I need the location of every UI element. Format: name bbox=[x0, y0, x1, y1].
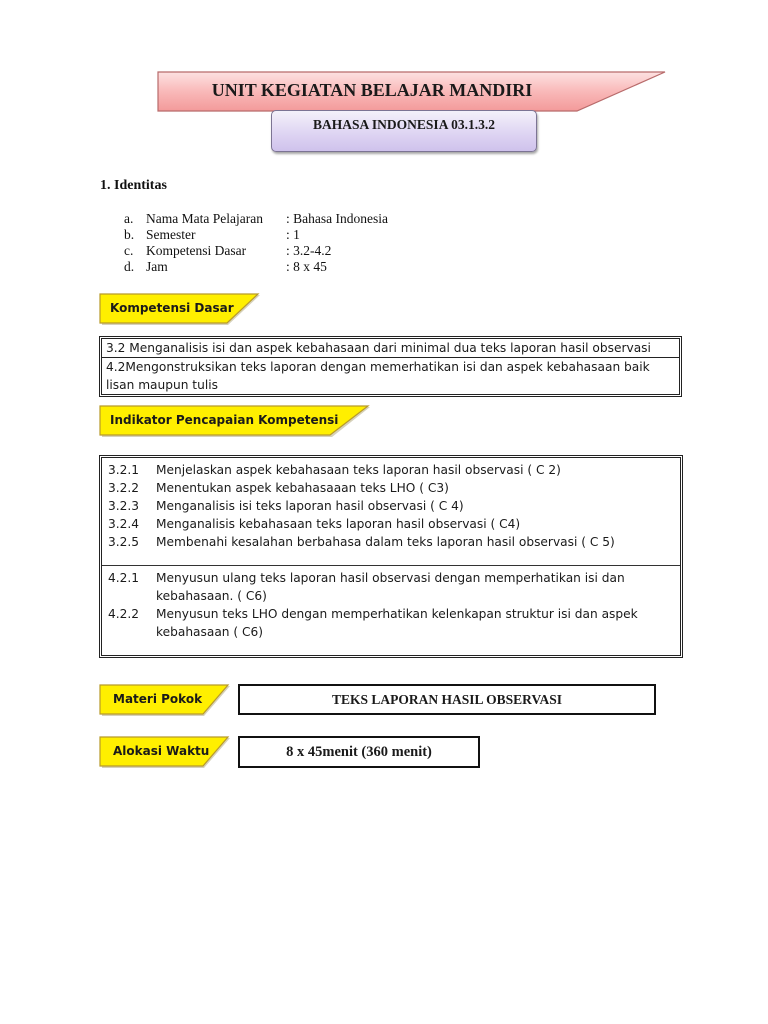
indikator-row bbox=[108, 515, 674, 533]
indikator-text: Menjelaskan aspek kebahasaan teks laporan hasil observasi ( C 2) bbox=[156, 463, 561, 477]
indikator-row bbox=[108, 533, 674, 551]
item-letter: d. bbox=[124, 259, 135, 274]
kompetensi-dasar-tag bbox=[99, 293, 263, 327]
indikator-number: 3.2.2 bbox=[108, 481, 140, 495]
item-label: Kompetensi Dasar bbox=[146, 243, 247, 258]
identitas-item bbox=[124, 243, 388, 259]
identitas-item bbox=[124, 211, 388, 227]
identitas-item bbox=[124, 227, 388, 243]
tag-label: Alokasi Waktu bbox=[113, 744, 210, 758]
item-label: Jam bbox=[146, 259, 168, 274]
materi-pokok-value: TEKS LAPORAN HASIL OBSERVASI bbox=[238, 684, 656, 715]
item-letter: a. bbox=[124, 211, 134, 226]
document-title: UNIT KEGIATAN BELAJAR MANDIRI bbox=[211, 80, 533, 100]
subject-code-box: BAHASA INDONESIA 03.1.3.2 bbox=[271, 110, 537, 152]
indikator-text: Menganalisis kebahasaan teks laporan hasil observasi ( C4) bbox=[156, 517, 521, 531]
indikator-group-4-2 bbox=[102, 566, 680, 641]
indikator-number: 4.2.2 bbox=[108, 607, 140, 621]
kompetensi-dasar-table bbox=[99, 336, 682, 397]
kd-row: 3.2 Menganalisis isi dan aspek kebahasaan dari minimal dua teks laporan hasil observasi bbox=[106, 341, 651, 355]
indikator-table bbox=[99, 455, 683, 658]
indikator-text: Menganalisis isi teks laporan hasil observasi ( C 4) bbox=[156, 499, 464, 513]
indikator-text: Menentukan aspek kebahasaaan teks LHO ( C3) bbox=[156, 481, 449, 495]
identitas-heading: 1. Identitas bbox=[100, 178, 167, 193]
item-value: : Bahasa Indonesia bbox=[286, 211, 388, 226]
indikator-text: Membenahi kesalahan berbahasa dalam teks laporan hasil observasi ( C 5) bbox=[156, 535, 615, 549]
materi-pokok-tag bbox=[99, 684, 233, 718]
indikator-group-3-2 bbox=[102, 458, 680, 566]
item-value: : 3.2-4.2 bbox=[286, 243, 332, 258]
item-label: Semester bbox=[146, 227, 196, 242]
item-label: Nama Mata Pelajaran bbox=[146, 211, 263, 226]
indikator-text: Menyusun teks LHO dengan memperhatikan kelenkapan struktur isi dan aspek kebahasaan ( C6) bbox=[156, 607, 638, 639]
title-banner bbox=[157, 71, 667, 113]
identitas-item bbox=[124, 259, 388, 275]
identitas-list bbox=[124, 211, 388, 275]
kd-row: 4.2Mengonstruksikan teks laporan dengan memerhatikan isi dan aspek kebahasaan baik lisan maupun tulis bbox=[102, 357, 679, 394]
tag-label: Kompetensi Dasar bbox=[110, 301, 234, 315]
tag-label: Indikator Pencapaian Kompetensi bbox=[110, 413, 339, 427]
indikator-number: 3.2.3 bbox=[108, 499, 140, 513]
indikator-number: 4.2.1 bbox=[108, 571, 140, 585]
indikator-row bbox=[108, 605, 674, 641]
item-value: : 1 bbox=[286, 227, 300, 242]
item-letter: c. bbox=[124, 243, 134, 258]
indikator-text: Menyusun ulang teks laporan hasil observasi dengan memperhatikan isi dan kebahasaan. ( C6) bbox=[156, 571, 625, 603]
alokasi-waktu-value: 8 x 45menit (360 menit) bbox=[238, 736, 480, 768]
indikator-tag bbox=[99, 405, 373, 439]
tag-label: Materi Pokok bbox=[113, 692, 203, 706]
indikator-row bbox=[108, 479, 674, 497]
indikator-row bbox=[108, 497, 674, 515]
indikator-row bbox=[108, 569, 674, 605]
indikator-number: 3.2.1 bbox=[108, 463, 140, 477]
item-value: : 8 x 45 bbox=[286, 259, 327, 274]
indikator-number: 3.2.4 bbox=[108, 517, 140, 531]
alokasi-waktu-tag bbox=[99, 736, 233, 770]
indikator-row bbox=[108, 461, 674, 479]
item-letter: b. bbox=[124, 227, 135, 242]
indikator-number: 3.2.5 bbox=[108, 535, 140, 549]
